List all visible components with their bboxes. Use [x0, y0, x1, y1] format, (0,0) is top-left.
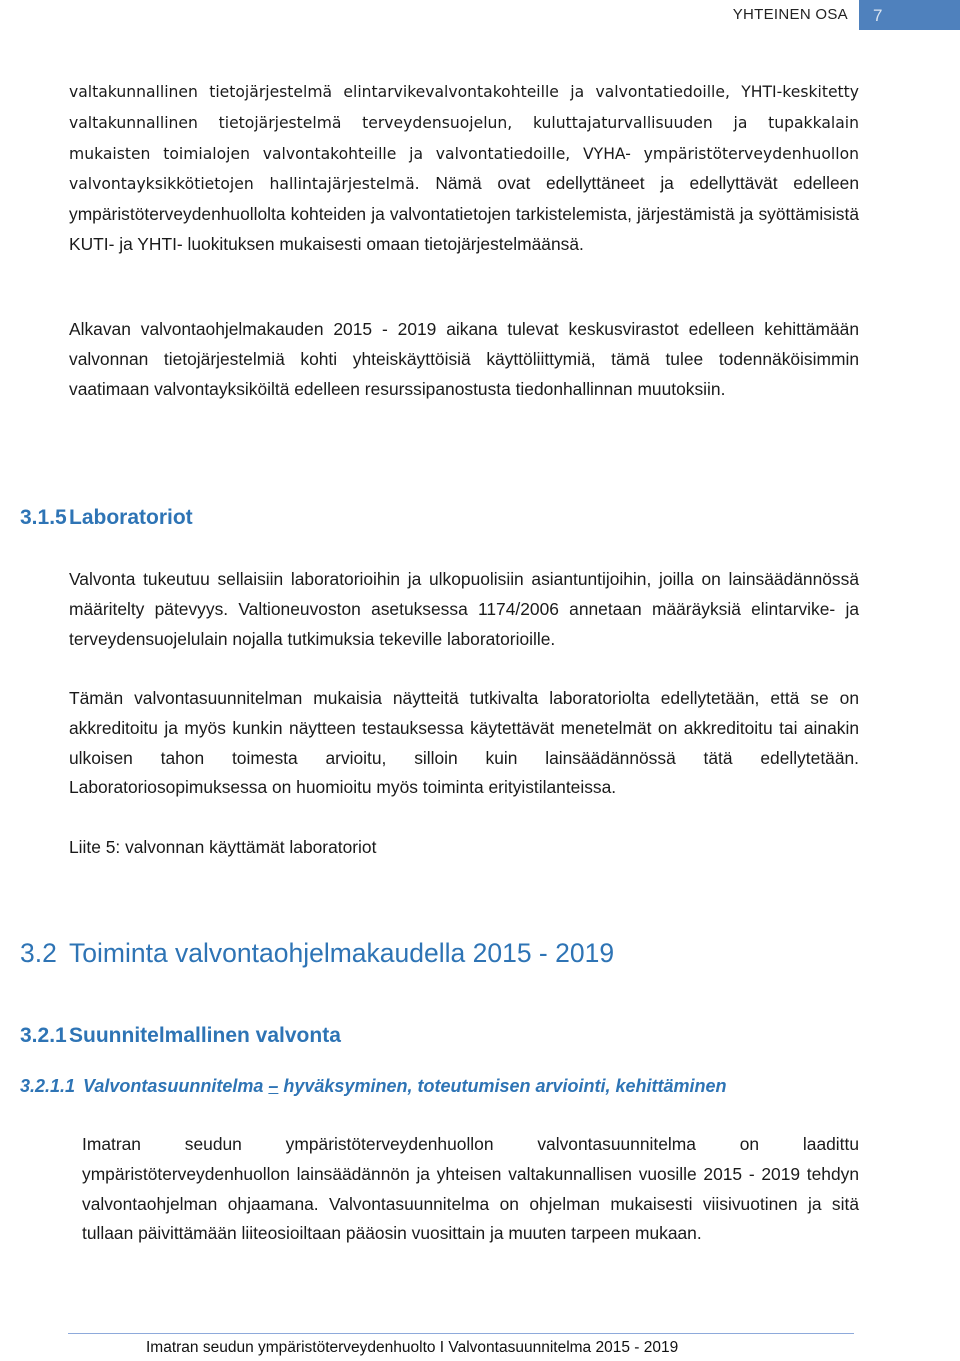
paragraph-laboratoriot: Valvonta tukeutuu sellaisiin laboratorioihin ja ulkopuolisiin asiantuntijoihin, joilla on lainsäädännössä määritelty pätevyys. Valtioneuvoston asetuksessa 1174/2006 annetaan määräyksiä elintarvike- ja terveydensuojelulain nojalla tutkimuksia tekeville laboratorioille.	[69, 569, 859, 649]
paragraph-tietojarjestelmat	[69, 77, 859, 260]
heading-3-1-5	[20, 506, 193, 530]
heading-3-2	[20, 938, 614, 969]
heading-3-1-5-title: Laboratoriot	[69, 506, 193, 529]
heading-3-2-1	[20, 1024, 341, 1048]
paragraph-tietojarjestelmat-rest: Nämä ovat edellyttäneet ja edellyttävät edelleen ympäristöterveydenhuollolta kohteiden ja valvontatietojen tarkistelemista, järjestämistä ja syöttämisistä KUTI- ja YHTI- luokituksen mukaisesti omaan tietojärjestelmäänsä.	[69, 173, 859, 254]
heading-3-2-number: 3.2	[20, 938, 57, 968]
heading-3-2-1-number: 3.2.1	[20, 1024, 67, 1047]
paragraph-valvontaohjelmakausi: Alkavan valvontaohjelmakauden 2015 - 2019 aikana tulevat keskusvirastot edelleen kehittämään valvonnan tietojärjestelmiä kohti yhteiskäyttöisiä käyttöliittymiä, tämä tulee todennäköisimmin vaatimaan valvontayksiköiltä edelleen resurssipanostusta tiedonhallinnan muutoksiin.	[69, 319, 859, 399]
footer-divider	[68, 1333, 854, 1334]
page-number-box	[859, 0, 960, 30]
heading-3-2-title: Toiminta valvontaohjelmakaudella 2015 - 2019	[69, 938, 615, 968]
paragraph-tietojarjestelmat-sans: valtakunnallinen tietojärjestelmä elintarvikevalvontakohteille ja valvontatiedoille, YHTI-keskitetty valtakunnallinen tietojärjestelmä terveydensuojelun, kuluttajaturvallisuuden ja tupakkalain mukaisten toimialojen valvontakohteille ja valvontatiedoille, VYHA- ympäristöterveydenhuollon valvontayksikkötietojen hallintajärjestelmä.	[69, 83, 859, 194]
paragraph-akkreditointi: Tämän valvontasuunnitelman mukaisia näytteitä tutkivalta laboratoriolta edellytetään, että se on akkreditoitu ja myös kunkin näytteen testauksessa käytettävät menetelmät on akkreditoitu tai ainakin ulkoisen tahon toimesta arvioitu, silloin kuin lainsäädännössä tätä edellytetään. Laboratoriosopimuksessa on huomioitu myös toiminta erityistilanteissa.	[69, 688, 859, 798]
heading-3-2-1-title: Suunnitelmallinen valvonta	[69, 1024, 341, 1047]
heading-3-2-1-1	[20, 1076, 727, 1097]
heading-3-2-1-1-dash: –	[268, 1076, 279, 1096]
heading-3-2-1-1-number: 3.2.1.1	[20, 1076, 76, 1096]
heading-3-2-1-1-title-b: hyväksyminen, toteutumisen arviointi, kehittäminen	[278, 1076, 727, 1096]
footer-text: Imatran seudun ympäristöterveydenhuolto I Valvontasuunnitelma 2015 - 2019	[146, 1339, 679, 1356]
page-number: 7	[873, 6, 883, 25]
heading-3-1-5-number: 3.1.5	[20, 506, 67, 529]
paragraph-valvontasuunnitelma: Imatran seudun ympäristöterveydenhuollon valvontasuunnitelma on laadittu ympäristöterveydenhuollon lainsäädännön ja yhteisen valtakunnallisen vuosille 2015 - 2019 tehdyn valvontaohjelman ohjaamana. Valvontasuunnitelma on ohjelman mukaisesti viisivuotinen ja sitä tullaan päivittämään liiteosioiltaan pääosin vuosittain ja muuten tarpeen mukaan.	[82, 1134, 859, 1244]
page-header-title: YHTEINEN OSA	[732, 6, 848, 23]
heading-3-2-1-1-title-a: Valvontasuunnitelma	[83, 1076, 269, 1096]
paragraph-liite: Liite 5: valvonnan käyttämät laboratoriot	[69, 837, 377, 857]
